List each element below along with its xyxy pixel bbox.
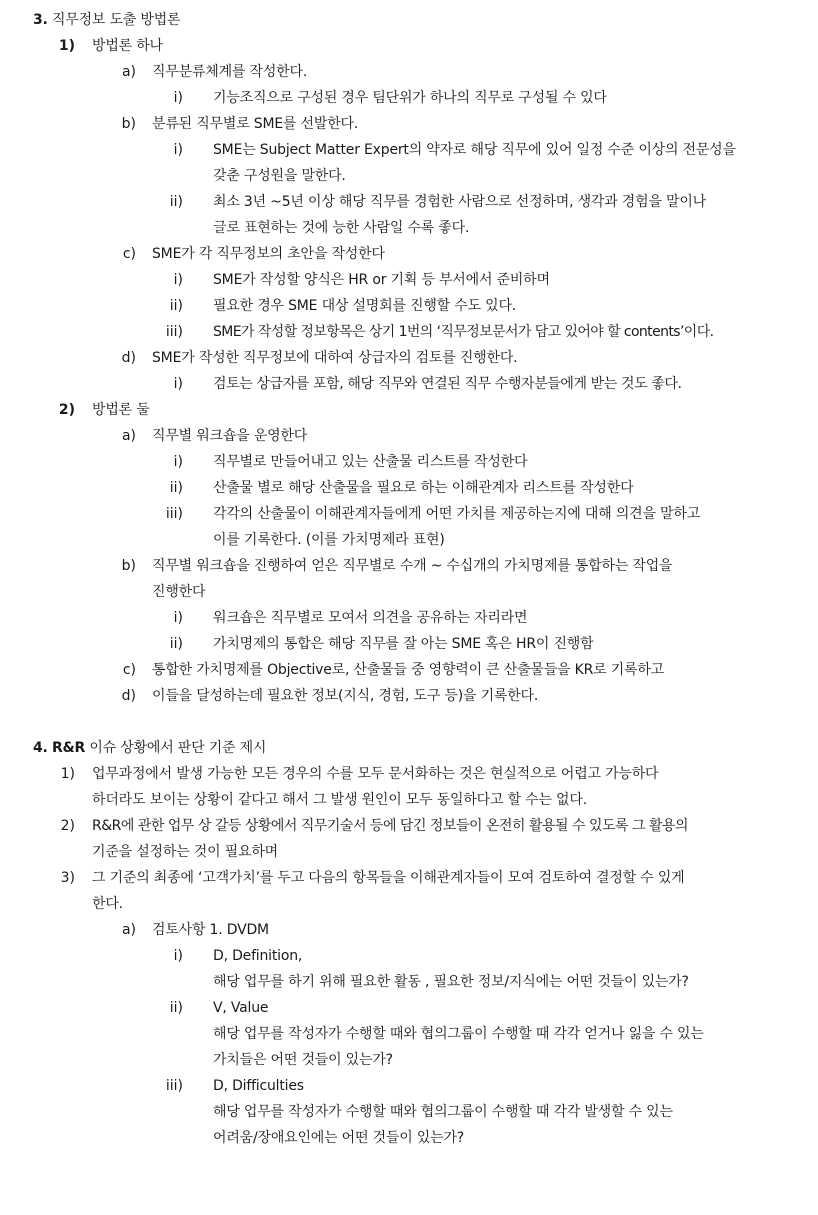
list-item: R&R에 관한 업무 상 갈등 상황에서 직무기술서 등에 담긴 정보들이 온전히 활용될 수 있도록 그 활용의 — [92, 818, 689, 834]
list-item-continuation: 하더라도 보이는 상황이 같다고 해서 그 발생 원인이 모두 동일하다고 할 수는 없다. — [92, 792, 587, 808]
list-marker: i) — [173, 142, 183, 158]
section-title: 이슈 상황에서 판단 기준 제시 — [85, 740, 267, 756]
list-item-continuation: 진행한다 — [152, 584, 206, 600]
list-item: SME가 작성할 정보항목은 상기 1번의 ‘직무정보문서가 담고 있어야 할 contents’이다. — [213, 324, 714, 340]
list-item: D, Difficulties — [213, 1078, 304, 1094]
list-marker: b) — [121, 116, 136, 132]
list-item-continuation: 이를 기록한다. (이를 가치명제라 표현) — [213, 532, 445, 548]
section-number: 4. — [33, 740, 48, 756]
list-marker: ii) — [169, 194, 183, 210]
list-item: SME가 각 직무정보의 초안을 작성한다 — [152, 246, 385, 262]
list-marker: d) — [121, 688, 136, 704]
section-4-heading — [33, 738, 266, 758]
list-marker: ii) — [169, 480, 183, 496]
list-item-continuation: 해당 업무를 하기 위해 필요한 활동 , 필요한 정보/지식에는 어떤 것들이 있는가? — [213, 974, 689, 990]
list-item: 직무별 워크숍을 진행하여 얻은 직무별로 수개 ~ 수십개의 가치명제를 통합하는 작업을 — [152, 558, 673, 574]
section-number: 3. — [33, 12, 48, 28]
list-item: 가치명제의 통합은 해당 직무를 잘 아는 SME 혹은 HR이 진행함 — [213, 636, 594, 652]
list-marker: ii) — [169, 298, 183, 314]
list-marker: d) — [121, 350, 136, 366]
list-marker: 2) — [58, 402, 75, 418]
list-item-continuation: 한다. — [92, 896, 123, 912]
list-marker: 1) — [58, 38, 75, 54]
list-marker: i) — [173, 948, 183, 964]
list-item: 그 기준의 최종에 ‘고객가치’를 두고 다음의 항목들을 이해관계자들이 모여 검토하여 결정할 수 있게 — [92, 870, 685, 886]
list-marker: b) — [121, 558, 136, 574]
list-marker: 3) — [60, 870, 75, 886]
list-marker: iii) — [165, 506, 183, 522]
list-item: 통합한 가치명제를 Objective로, 산출물들 중 영향력이 큰 산출물들을 KR로 기록하고 — [152, 662, 664, 678]
list-item: 산출물 별로 해당 산출물을 필요로 하는 이해관계자 리스트를 작성한다 — [213, 480, 634, 496]
section-3-heading — [33, 10, 180, 30]
list-marker: c) — [122, 662, 136, 678]
list-marker: ii) — [169, 1000, 183, 1016]
list-item-continuation: 해당 업무를 작성자가 수행할 때와 협의그룹이 수행할 때 각각 발생할 수 있는 — [213, 1104, 673, 1120]
list-marker: c) — [122, 246, 136, 262]
list-item-continuation: 글로 표현하는 것에 능한 사람일 수록 좋다. — [213, 220, 470, 236]
list-item: 직무별 워크숍을 운영한다 — [152, 428, 308, 444]
list-marker: 2) — [60, 818, 75, 834]
list-marker: a) — [121, 64, 136, 80]
list-marker: i) — [173, 376, 183, 392]
list-item-continuation: 갖춘 구성원을 말한다. — [213, 168, 346, 184]
list-item: 각각의 산출물이 이해관계자들에게 어떤 가치를 제공하는지에 대해 의견을 말하고 — [213, 506, 701, 522]
list-item: 기능조직으로 구성된 경우 팀단위가 하나의 직무로 구성될 수 있다 — [213, 90, 607, 106]
method-1-title: 방법론 하나 — [92, 38, 163, 54]
list-item: SME는 Subject Matter Expert의 약자로 해당 직무에 있어 일정 수준 이상의 전문성을 — [213, 142, 736, 158]
list-item: SME가 작성한 직무정보에 대하여 상급자의 검토를 진행한다. — [152, 350, 518, 366]
list-marker: i) — [173, 454, 183, 470]
list-item: 분류된 직무별로 SME를 선발한다. — [152, 116, 359, 132]
list-marker: a) — [121, 922, 136, 938]
section-title-bold: R&R — [51, 740, 86, 756]
section-title: 직무정보 도출 방법론 — [51, 12, 181, 28]
list-item: 검토는 상급자를 포함, 해당 직무와 연결된 직무 수행자분들에게 받는 것도 좋다. — [213, 376, 682, 392]
list-item: 워크숍은 직무별로 모여서 의견을 공유하는 자리라면 — [213, 610, 528, 626]
list-marker: iii) — [165, 324, 183, 340]
list-item: SME가 작성할 양식은 HR or 기획 등 부서에서 준비하며 — [213, 272, 550, 288]
list-marker: i) — [173, 610, 183, 626]
list-item: 업무과정에서 발생 가능한 모든 경우의 수를 모두 문서화하는 것은 현실적으로 어렵고 가능하다 — [92, 766, 659, 782]
list-item: 이들을 달성하는데 필요한 정보(지식, 경험, 도구 등)을 기록한다. — [152, 688, 539, 704]
list-marker: 1) — [60, 766, 75, 782]
list-item: D, Definition, — [213, 948, 303, 964]
list-item: V, Value — [213, 1000, 269, 1016]
method-2-title: 방법론 둘 — [92, 402, 150, 418]
list-item: 필요한 경우 SME 대상 설명회를 진행할 수도 있다. — [213, 298, 517, 314]
list-item-continuation: 해당 업무를 작성자가 수행할 때와 협의그룹이 수행할 때 각각 얻거나 잃을 수 있는 — [213, 1026, 704, 1042]
list-item: 최소 3년 ~5년 이상 해당 직무를 경험한 사람으로 선정하며, 생각과 경험을 말이나 — [213, 194, 706, 210]
list-item: 직무분류체계를 작성한다. — [152, 64, 308, 80]
list-item: 검토사항 1. DVDM — [152, 922, 269, 938]
list-item-continuation: 가치들은 어떤 것들이 있는가? — [213, 1052, 393, 1068]
list-item: 직무별로 만들어내고 있는 산출물 리스트를 작성한다 — [213, 454, 528, 470]
list-marker: ii) — [169, 636, 183, 652]
list-marker: i) — [173, 272, 183, 288]
list-marker: iii) — [165, 1078, 183, 1094]
list-item-continuation: 기준을 설정하는 것이 필요하며 — [92, 844, 278, 860]
list-marker: i) — [173, 90, 183, 106]
list-marker: a) — [121, 428, 136, 444]
list-item-continuation: 어려움/장애요인에는 어떤 것들이 있는가? — [213, 1130, 465, 1146]
